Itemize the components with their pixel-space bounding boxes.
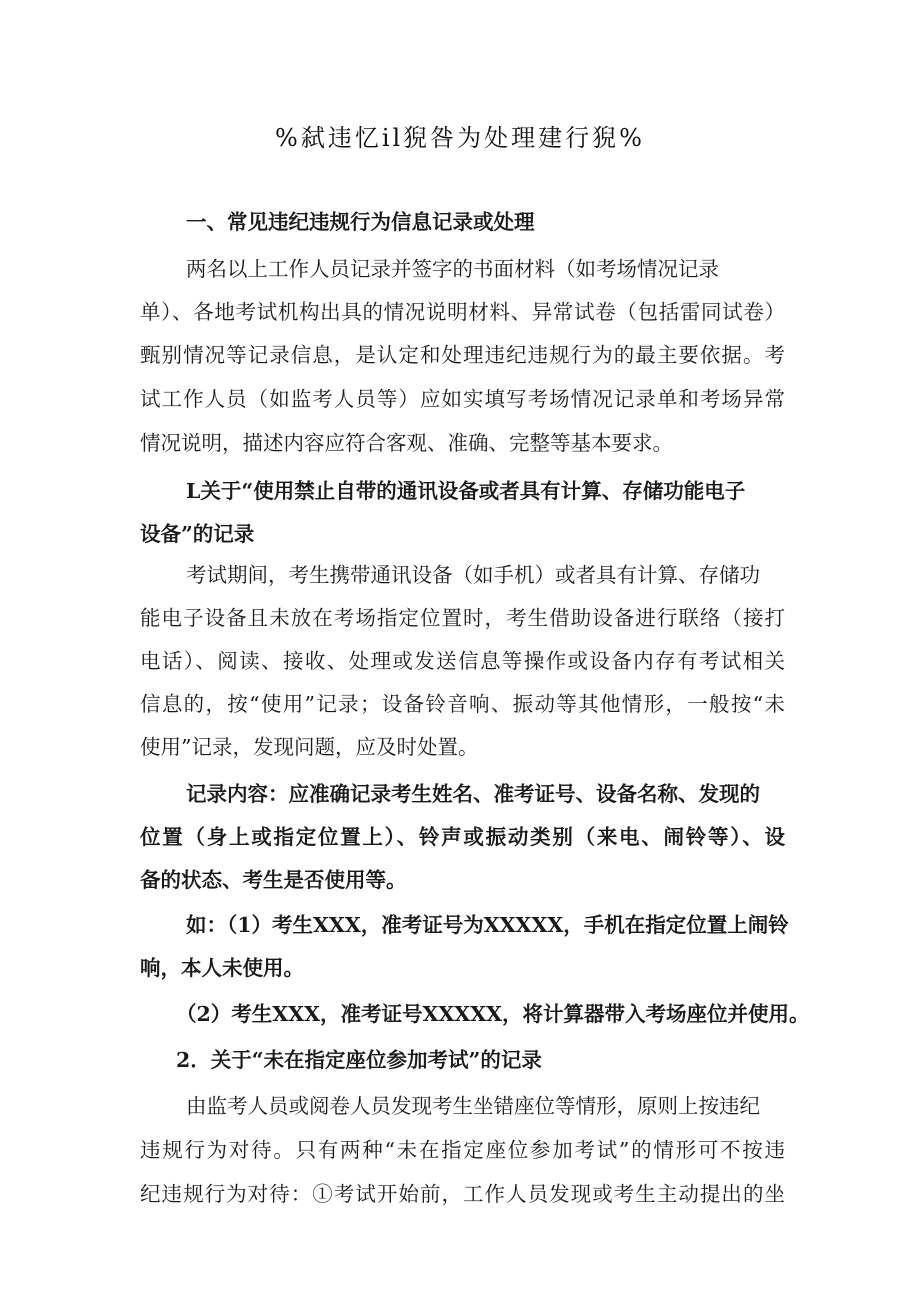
paragraph-line: 纪违规行为对待：①考试开始前，工作人员发现或考生主动提出的坐: [140, 1182, 785, 1206]
paragraph-line: 电话）、阅读、接收、处理或发送信息等操作或设备内存有考试相关: [140, 649, 785, 673]
paragraph-line: 情况说明，描述内容应符合客观、准确、完整等基本要求。: [140, 431, 673, 455]
paragraph-line: 违规行为对待。只有两种“未在指定座位参加考试”的情形可不按违: [140, 1138, 785, 1162]
paragraph-line: 信息的，按“使用”记录；设备铃音响、振动等其他情形，一般按“未: [140, 692, 785, 716]
example-line: 如：（1）考生XXX，准考证号为XXXXX，手机在指定位置上闹铃: [186, 913, 789, 937]
subsection-heading: 2．关于“未在指定座位参加考试”的记录: [176, 1048, 542, 1072]
paragraph-line: 能电子设备且未放在考场指定位置时，考生借助设备进行联络（接打: [140, 606, 785, 630]
paragraph-line: 记录内容：应准确记录考生姓名、准考证号、设备名称、发现的: [186, 782, 760, 806]
paragraph-line: 考试期间，考生携带通讯设备（如手机）或者具有计算、存储功: [186, 563, 760, 587]
subsection-heading: L关于“使用禁止自带的通讯设备或者具有计算、存储功能电子: [186, 479, 746, 503]
example-line: 响，本人未使用。: [140, 956, 304, 980]
subsection-heading: 设备”的记录: [140, 522, 255, 546]
paragraph-line: 由监考人员或阅卷人员发现考生坐错座位等情形，原则上按违纪: [186, 1094, 760, 1118]
paragraph-line: 位置（身上或指定位置上）、铃声或振动类别（来电、闹铃等）、设: [140, 825, 785, 849]
section-heading: 一、常见违纪违规行为信息记录或处理: [186, 210, 535, 234]
paragraph-line: 试工作人员（如监考人员等）应如实填写考场情况记录单和考场异常: [140, 387, 785, 411]
example-line: （2）考生XXX，准考证号XXXXX，将计算器带入考场座位并使用。: [176, 1002, 810, 1026]
paragraph-line: 甄别情况等记录信息，是认定和处理违纪违规行为的最主要依据。考: [140, 343, 785, 367]
paragraph-line: 单）、各地考试机构出具的情况说明材料、异常试卷（包括雷同试卷）: [140, 300, 785, 324]
paragraph-line: 使用”记录，发现问题，应及时处置。: [140, 735, 479, 759]
document-title: %弑违忆il猊咎为处理建行猊%: [275, 124, 645, 152]
paragraph-line: 备的状态、考生是否使用等。: [140, 868, 407, 892]
paragraph-line: 两名以上工作人员记录并签字的书面材料（如考场情况记录: [186, 257, 719, 281]
